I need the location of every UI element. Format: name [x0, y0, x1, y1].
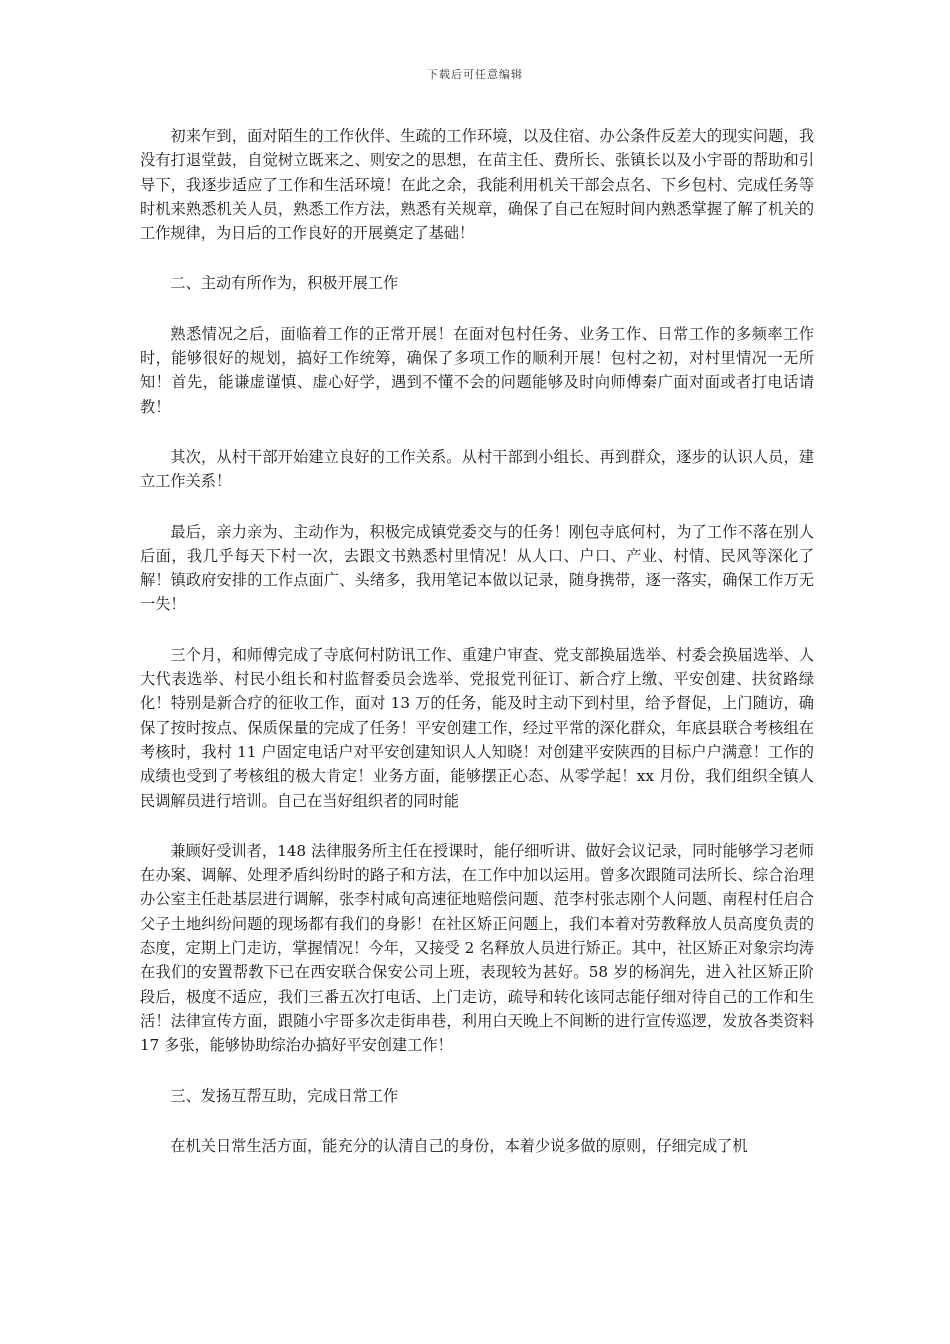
- paragraph-secondly: 其次，从村干部开始建立良好的工作关系。从村干部到小组长、再到群众，逐步的认识人员，建立工作关系！: [140, 447, 814, 491]
- section-heading-3: 三、发扬互帮互助，完成日常工作: [170, 1086, 399, 1105]
- paragraph-familiarize: 熟悉情况之后，面临着工作的正常开展！在面对包村任务、业务工作、日常工作的多频率工作时，能够很好的规划，搞好工作统筹，确保了多项工作的顺利开展！包村之初，对村里情况一无所知！首先，能谦虚谨慎、虚心好学，遇到不懂不会的问题能够及时向师傅秦广面对面或者打电话请教！: [140, 324, 814, 416]
- document-body: [140, 124, 814, 1184]
- page-header: 下载后可任意编辑: [427, 68, 523, 81]
- paragraph-finally: 最后，亲力亲为、主动作为，积极完成镇党委交与的任务！刚包寺底何村，为了工作不落在别人后面，我几乎每天下村一次，去跟文书熟悉村里情况！从人口、户口、产业、村情、民风等深化了解！镇政府安排的工作点面广、头绪多，我用笔记本做以记录，随身携带，逐一落实，确保工作万无一失！: [140, 522, 814, 614]
- paragraph-intro: 初来乍到，面对陌生的工作伙伴、生疏的工作环境，以及住宿、办公条件反差大的现实问题，我没有打退堂鼓，自觉树立既来之、则安之的思想，在苗主任、费所长、张镇长以及小宇哥的帮助和引导下，我逐步适应了工作和生活环境！在此之余，我能利用机关干部会点名、下乡包村、完成任务等时机来熟悉机关人员，熟悉工作方法，熟悉有关规章，确保了自己在短时间内熟悉掌握了解了机关的工作规律，为日后的工作良好的开展奠定了基础！: [140, 127, 814, 243]
- paragraph-three-months: 三个月，和师傅完成了寺底何村防讯工作、重建户审查、党支部换届选举、村委会换届选举、人大代表选举、村民小组长和村监督委员会选举、党报党刊征订、新合疗上缴、平安创建、扶贫路绿化！特别是新合疗的征收工作，面对 13 万的任务，能及时主动下到村里，给予督促，上门随访，确保了按时按点、保质保量的完成了任务！平安创建工作，经过平常的深化群众，年底县联合考核组在考核时，我村 11 户固定电话户对平安创建知识人人知晓！对创建平安陕西的目标户户满意！工作的成绩也受到了考核组的极大肯定！业务方面，能够摆正心态、从零学起！xx 月份，我们组织全镇人民调解员进行培训。自己在当好组织者的同时能: [140, 645, 814, 810]
- paragraph-training: 兼顾好受训者，148 法律服务所主任在授课时，能仔细听讲、做好会议记录，同时能够学习老师在办案、调解、处理矛盾纠纷时的路子和方法，在工作中加以运用。曾多次跟随司法所长、综合治理办公室主任赴基层进行调解，张李村咸旬高速征地赔偿问题、范李村张志刚个人问题、南程村任启合父子土地纠纷问题的现场都有我们的身影！在社区矫正问题上，我们本着对劳教释放人员高度负责的态度，定期上门走访，掌握情况！今年，又接受 2 名释放人员进行矫正。其中，社区矫正对象宗均涛在我们的安置帮教下已在西安联合保安公司上班，表现较为甚好。58 岁的杨润先，进入社区矫正阶段后，极度不适应，我们三番五次打电话、上门走访，疏导和转化该同志能仔细对待自己的工作和生活！法律宣传方面，跟随小宇哥多次走街串巷，利用白天晚上不间断的进行宣传巡逻，发放各类资料 17 多张，能够协助综治办搞好平安创建工作！: [140, 841, 814, 1055]
- paragraph-daily-life: 在机关日常生活方面，能充分的认清自己的身份，本着少说多做的原则，仔细完成了机: [170, 1136, 748, 1155]
- section-heading-2: 二、主动有所作为，积极开展工作: [170, 274, 399, 293]
